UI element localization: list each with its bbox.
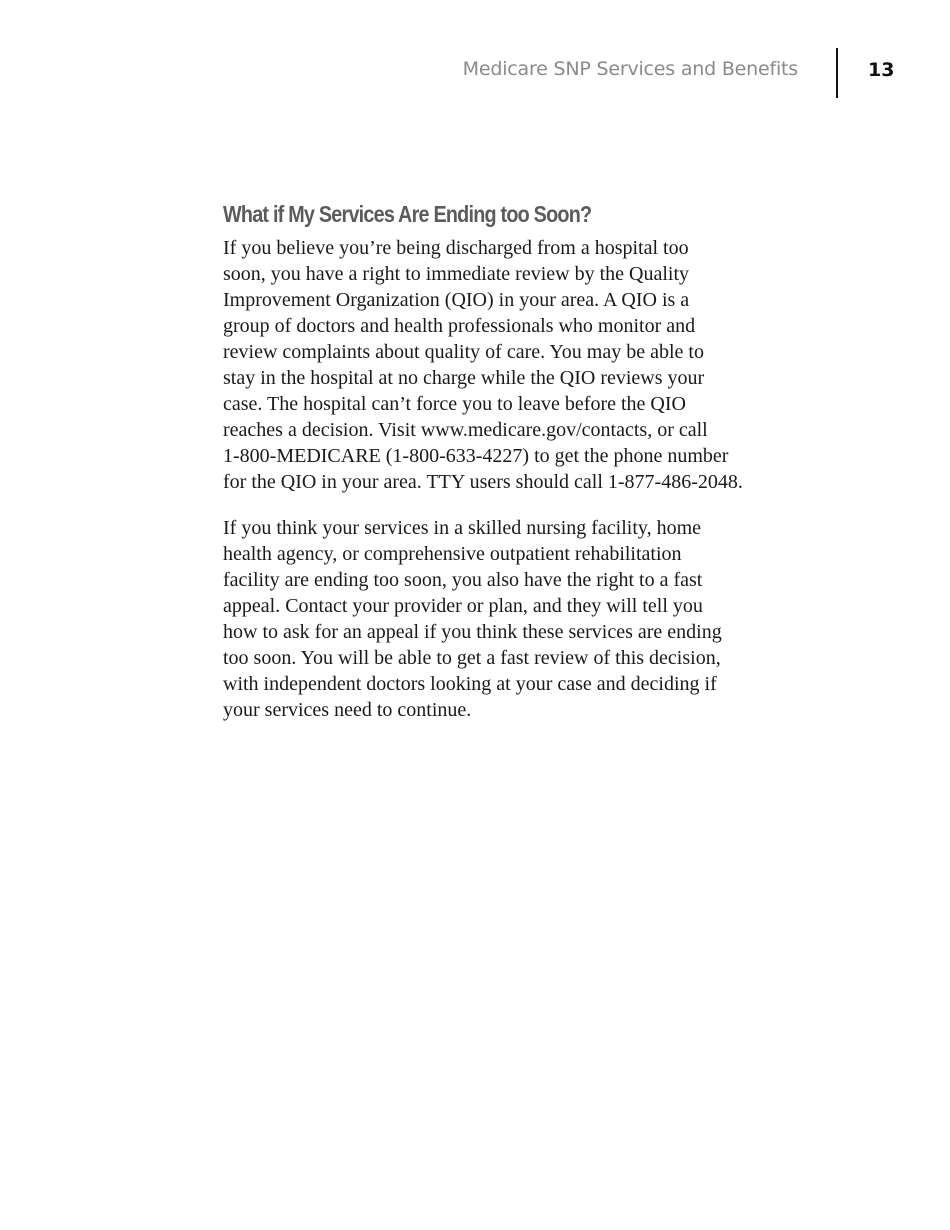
paragraph-line: facility are ending too soon, you also have the right to a fast: [223, 569, 703, 591]
section-heading: What if My Services Are Ending too Soon?: [223, 201, 592, 227]
paragraph-line: review complaints about quality of care. You may be able to: [223, 341, 704, 363]
paragraph-line: case. The hospital can’t force you to leave before the QIO: [223, 393, 686, 415]
header-title: Medicare SNP Services and Benefits: [462, 58, 798, 80]
paragraph-line: soon, you have a right to immediate review by the Quality: [223, 263, 689, 285]
section-content: [223, 199, 803, 743]
page-number: 13: [868, 59, 895, 81]
running-header: [0, 0, 950, 110]
paragraph-line: how to ask for an appeal if you think these services are ending: [223, 621, 722, 643]
paragraph-line: for the QIO in your area. TTY users should call 1-877-486-2048.: [223, 471, 743, 493]
header-divider: [836, 48, 838, 98]
paragraph-line: group of doctors and health professionals who monitor and: [223, 315, 696, 337]
paragraph-line: If you think your services in a skilled nursing facility, home: [223, 517, 702, 539]
paragraph-line: health agency, or comprehensive outpatient rehabilitation: [223, 543, 682, 565]
paragraph-line: 1-800-MEDICARE (1-800-633-4227) to get the phone number: [223, 445, 729, 467]
paragraph-line: appeal. Contact your provider or plan, and they will tell you: [223, 595, 703, 617]
paragraph-fast-appeal: [223, 515, 803, 723]
paragraph-line: stay in the hospital at no charge while the QIO reviews your: [223, 367, 705, 389]
paragraph-line: with independent doctors looking at your case and deciding if: [223, 673, 717, 695]
paragraph-line: your services need to continue.: [223, 699, 472, 721]
paragraph-line: If you believe you’re being discharged from a hospital too: [223, 237, 689, 259]
paragraph-line: reaches a decision. Visit www.medicare.gov/contacts, or call: [223, 419, 708, 441]
paragraph-line: Improvement Organization (QIO) in your area. A QIO is a: [223, 289, 690, 311]
paragraph-line: too soon. You will be able to get a fast review of this decision,: [223, 647, 721, 669]
paragraph-hospital-discharge: [223, 235, 803, 495]
